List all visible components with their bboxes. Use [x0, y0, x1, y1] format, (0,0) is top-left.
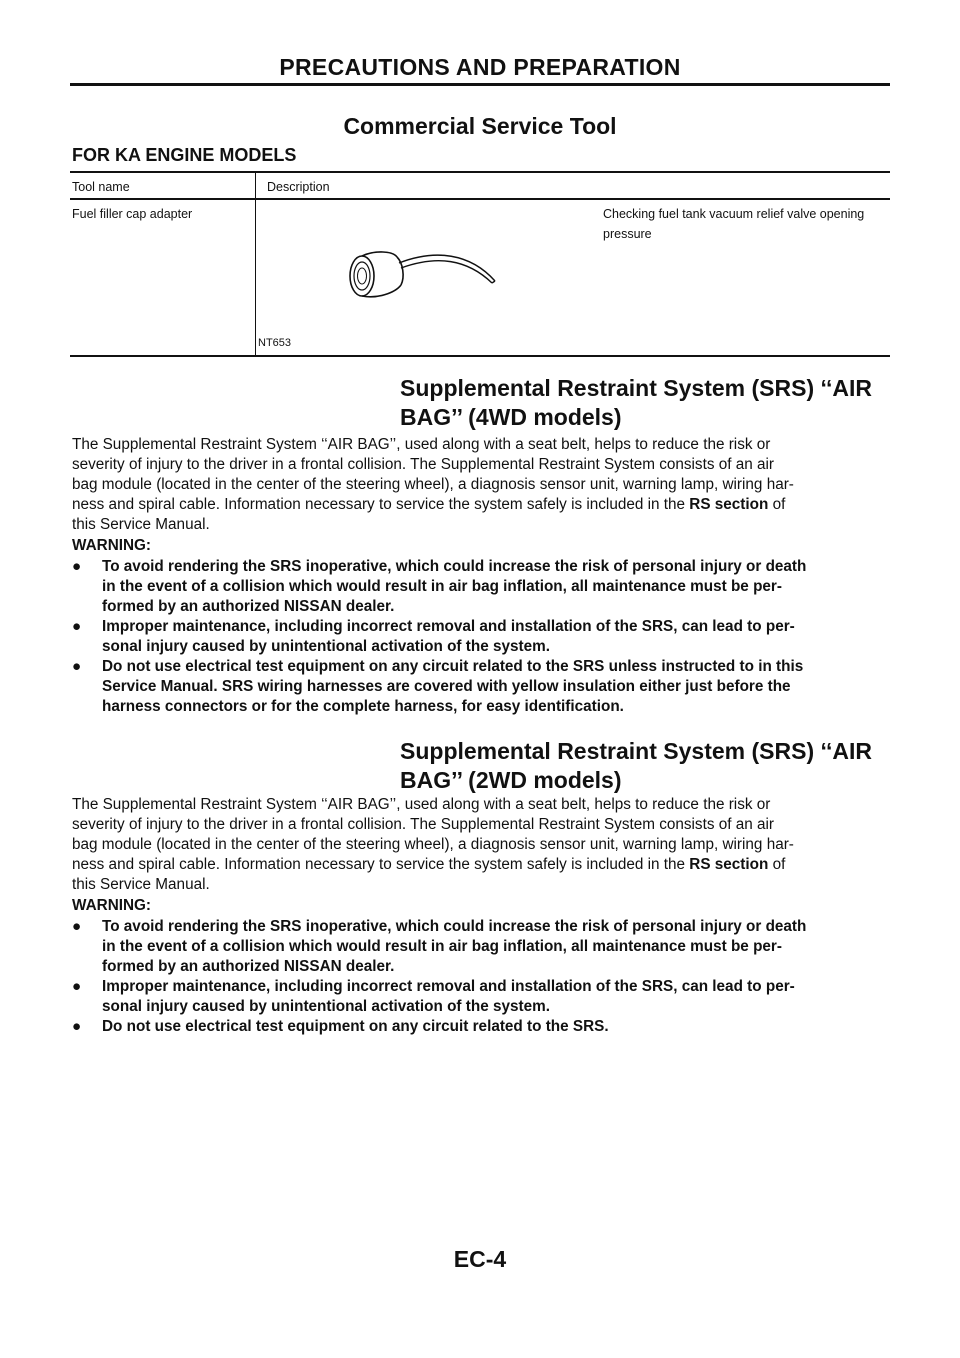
- srs4-w3-line-2: Service Manual. SRS wiring harnesses are covered with yellow insulation either just before the: [102, 678, 791, 695]
- srs2-rs-section-ref: RS section: [689, 856, 769, 873]
- srs4-warning-item-2: [72, 617, 892, 657]
- table-header-tool: Tool name: [72, 180, 130, 194]
- srs-4wd-title: [400, 374, 872, 432]
- srs4-warning-item-1: [72, 557, 892, 617]
- cst-subtitle: FOR KA ENGINE MODELS: [72, 145, 297, 165]
- srs4-warning-item-3: [72, 657, 892, 717]
- srs4-w2-line-1: Improper maintenance, including incorrect removal and installation of the SRS, can lead to per-: [102, 618, 795, 635]
- srs2-p-line-3: bag module (located in the center of the steering wheel), a diagnosis sensor unit, warning lamp, wiring har-: [72, 836, 794, 853]
- bullet-icon: ●: [72, 978, 82, 995]
- bullet-icon: ●: [72, 1018, 82, 1035]
- page-number: EC-4: [453, 1246, 507, 1272]
- srs-2wd-title-line-1: Supplemental Restraint System (SRS) ‘‘AIR: [400, 738, 873, 764]
- srs4-rs-section-ref: RS section: [689, 496, 769, 513]
- desc-line-1: Checking fuel tank vacuum relief valve opening: [603, 207, 865, 221]
- srs2-p4-text: ness and spiral cable. Information necessary to service the system safely is included in the: [72, 856, 690, 873]
- bullet-icon: ●: [72, 918, 82, 935]
- table-column-divider: [255, 173, 256, 355]
- srs4-p-line-5: this Service Manual.: [72, 516, 210, 533]
- srs4-w1-line-2: in the event of a collision which would result in air bag inflation, all maintenance must be per-: [102, 578, 782, 595]
- table-rule-bottom: [70, 355, 890, 357]
- srs-2wd-title: [400, 737, 872, 795]
- srs4-p-line-1: The Supplemental Restraint System ‘‘AIR BAG’’, used along with a seat belt, helps to reduce the risk or: [72, 436, 771, 453]
- page-header-title: PRECAUTIONS AND PREPARATION: [279, 54, 681, 80]
- srs2-warning-item-1: [72, 917, 892, 977]
- srs2-p-line-1: The Supplemental Restraint System ‘‘AIR BAG’’, used along with a seat belt, helps to reduce the risk or: [72, 796, 771, 813]
- tool-table: [70, 171, 890, 357]
- table-rule-top: [70, 171, 890, 173]
- srs2-warning-item-2: [72, 977, 892, 1017]
- fuel-filler-cap-adapter-illustration: [345, 241, 505, 311]
- srs4-warning-label: WARNING:: [72, 537, 152, 554]
- srs4-p4-text: ness and spiral cable. Information necessary to service the system safely is included in the: [72, 496, 690, 513]
- srs2-warning-item-3: [72, 1017, 892, 1037]
- table-header-desc: Description: [267, 180, 330, 194]
- header-rule: [70, 83, 890, 86]
- srs2-w3-line-1: Do not use electrical test equipment on any circuit related to the SRS.: [102, 1018, 609, 1035]
- srs2-w2-line-1: Improper maintenance, including incorrect removal and installation of the SRS, can lead to per-: [102, 978, 795, 995]
- cst-title: Commercial Service Tool: [343, 113, 617, 139]
- srs4-w1-line-3: formed by an authorized NISSAN dealer.: [102, 598, 395, 615]
- srs2-p-line-4: [72, 855, 892, 875]
- srs2-p-line-2: severity of injury to the driver in a frontal collision. The Supplemental Restraint System consists of an air: [72, 816, 774, 833]
- srs2-p4-end: of: [768, 856, 786, 873]
- srs-4wd-title-line-2: BAG’’ (4WD models): [400, 404, 622, 430]
- srs4-p-line-2: severity of injury to the driver in a frontal collision. The Supplemental Restraint System consists of an air: [72, 456, 774, 473]
- bullet-icon: ●: [72, 558, 82, 575]
- srs4-w3-line-1: Do not use electrical test equipment on any circuit related to the SRS unless instructed to in this: [102, 658, 804, 675]
- srs2-warning-label: WARNING:: [72, 897, 152, 914]
- srs2-w1-line-3: formed by an authorized NISSAN dealer.: [102, 958, 395, 975]
- table-rule-mid: [70, 198, 890, 200]
- table-cell-tool-name: Fuel filler cap adapter: [72, 207, 193, 221]
- bullet-icon: ●: [72, 618, 82, 635]
- srs2-w2-line-2: sonal injury caused by unintentional activation of the system.: [102, 998, 550, 1015]
- srs4-p-line-3: bag module (located in the center of the steering wheel), a diagnosis sensor unit, warning lamp, wiring har-: [72, 476, 794, 493]
- srs-2wd-title-line-2: BAG’’ (2WD models): [400, 767, 622, 793]
- srs4-w1-line-1: To avoid rendering the SRS inoperative, which could increase the risk of personal injury or death: [102, 558, 807, 575]
- srs4-w2-line-2: sonal injury caused by unintentional activation of the system.: [102, 638, 550, 655]
- srs-4wd-title-line-1: Supplemental Restraint System (SRS) ‘‘AIR: [400, 375, 873, 401]
- srs4-p-line-4: [72, 495, 892, 515]
- table-cell-description: [603, 204, 864, 244]
- srs2-w1-line-2: in the event of a collision which would result in air bag inflation, all maintenance must be per-: [102, 938, 782, 955]
- figure-label: NT653: [258, 337, 292, 349]
- srs4-p4-end: of: [768, 496, 786, 513]
- srs4-w3-line-3: harness connectors or for the complete harness, for easy identification.: [102, 698, 624, 715]
- srs2-p-line-5: this Service Manual.: [72, 876, 210, 893]
- bullet-icon: ●: [72, 658, 82, 675]
- desc-line-2: pressure: [603, 227, 652, 241]
- srs2-w1-line-1: To avoid rendering the SRS inoperative, which could increase the risk of personal injury or death: [102, 918, 807, 935]
